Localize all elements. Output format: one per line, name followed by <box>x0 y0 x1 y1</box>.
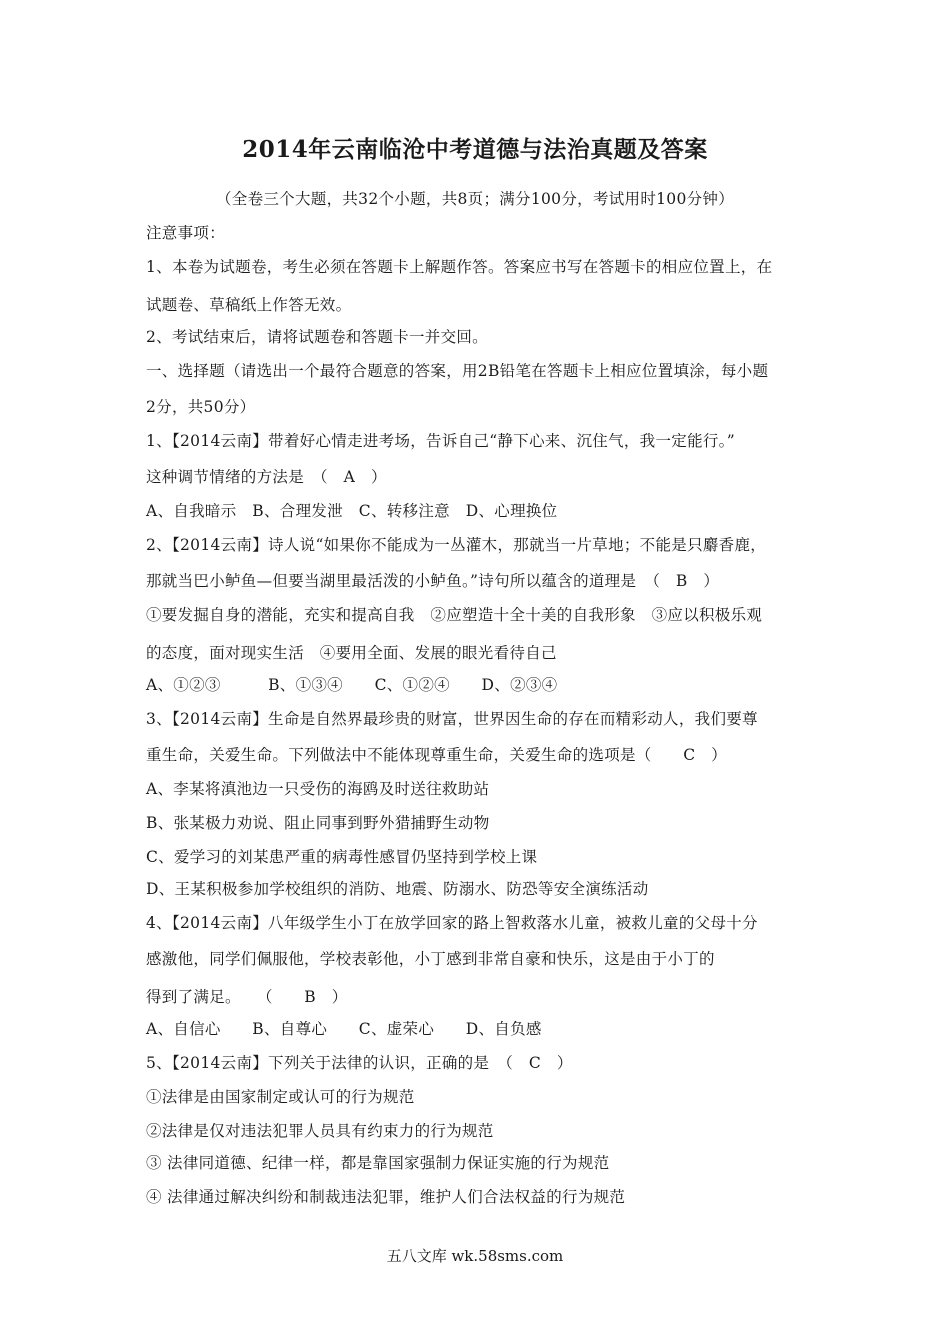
question-4-line-2: 感激他，同学们佩服他，学校表彰他，小丁感到非常自豪和快乐，这是由于小丁的 <box>146 950 715 968</box>
question-1-line-1: 1、【2014云南】带着好心情走进考场，告诉自己“静下心来、沉住气，我一定能行。” <box>146 432 735 450</box>
question-4-line-3: 得到了满足。 （ B ） <box>146 988 348 1006</box>
question-2-statements-line-1: ①要发掘自身的潜能，充实和提高自我 ②应塑造十全十美的自我形象 ③应以积极乐观 <box>146 606 763 624</box>
question-2-statements-line-2: 的态度，面对现实生活 ④要用全面、发展的眼光看待自己 <box>146 644 557 662</box>
question-5-line-1: 5、【2014云南】下列关于法律的认识，正确的是 （ C ） <box>146 1054 573 1072</box>
question-3-line-2: 重生命，关爱生命。下列做法中不能体现尊重生命，关爱生命的选项是（ C ） <box>146 746 727 764</box>
question-4-line-1: 4、【2014云南】八年级学生小丁在放学回家的路上智救落水儿童，被救儿童的父母十分 <box>146 914 758 932</box>
question-2-line-1: 2、【2014云南】诗人说“如果你不能成为一丛灌木，那就当一片草地；不能是只麝香鹿， <box>146 536 767 554</box>
question-5-statement-4: ④ 法律通过解决纠纷和制裁违法犯罪，维护人们合法权益的行为规范 <box>146 1188 626 1206</box>
page-footer: 五八文库 wk.58sms.com <box>386 1247 564 1265</box>
question-4-options: A、自信心 B、自尊心 C、虚荣心 D、自负感 <box>146 1020 542 1038</box>
question-3-line-1: 3、【2014云南】生命是自然界最珍贵的财富，世界因生命的存在而精彩动人，我们要尊 <box>146 710 758 728</box>
question-3-option-d: D、王某积极参加学校组织的消防、地震、防溺水、防恐等安全演练活动 <box>146 880 649 898</box>
question-2-options: A、①②③ B、①③④ C、①②④ D、②③④ <box>146 676 558 694</box>
note-1-line-1: 1、本卷为试题卷，考生必须在答题卡上解题作答。答案应书写在答题卡的相应位置上，在 <box>146 258 773 276</box>
question-3-option-c: C、爱学习的刘某患严重的病毒性感冒仍坚持到学校上课 <box>146 848 538 866</box>
question-1-line-2: 这种调节情绪的方法是 （ A ） <box>146 468 387 486</box>
note-2: 2、考试结束后，请将试题卷和答题卡一并交回。 <box>146 328 488 346</box>
document-title: 2014年云南临沧中考道德与法治真题及答案 <box>242 136 708 163</box>
section-1-line-2: 2分，共50分） <box>146 398 256 416</box>
question-2-line-2: 那就当巴小鲈鱼—但要当湖里最活泼的小鲈鱼。”诗句所以蕴含的道理是 （ B ） <box>146 572 720 590</box>
section-1-line-1: 一、选择题（请选出一个最符合题意的答案，用2B铅笔在答题卡上相应位置填涂，每小题 <box>146 362 769 380</box>
exam-info: （全卷三个大题，共32个小题，共8页；满分100分，考试用时100分钟） <box>215 190 735 208</box>
question-3-option-b: B、张某极力劝说、阻止同事到野外猎捕野生动物 <box>146 814 490 832</box>
note-1-line-2: 试题卷、草稿纸上作答无效。 <box>146 296 352 314</box>
question-1-options: A、自我暗示 B、合理发泄 C、转移注意 D、心理换位 <box>146 502 558 520</box>
question-3-option-a: A、李某将滇池边一只受伤的海鸥及时送往救助站 <box>146 780 490 798</box>
question-5-statement-2: ②法律是仅对违法犯罪人员具有约束力的行为规范 <box>146 1122 494 1140</box>
question-5-statement-3: ③ 法律同道德、纪律一样，都是靠国家强制力保证实施的行为规范 <box>146 1154 610 1172</box>
notes-heading: 注意事项： <box>146 224 226 242</box>
question-5-statement-1: ①法律是由国家制定或认可的行为规范 <box>146 1088 415 1106</box>
